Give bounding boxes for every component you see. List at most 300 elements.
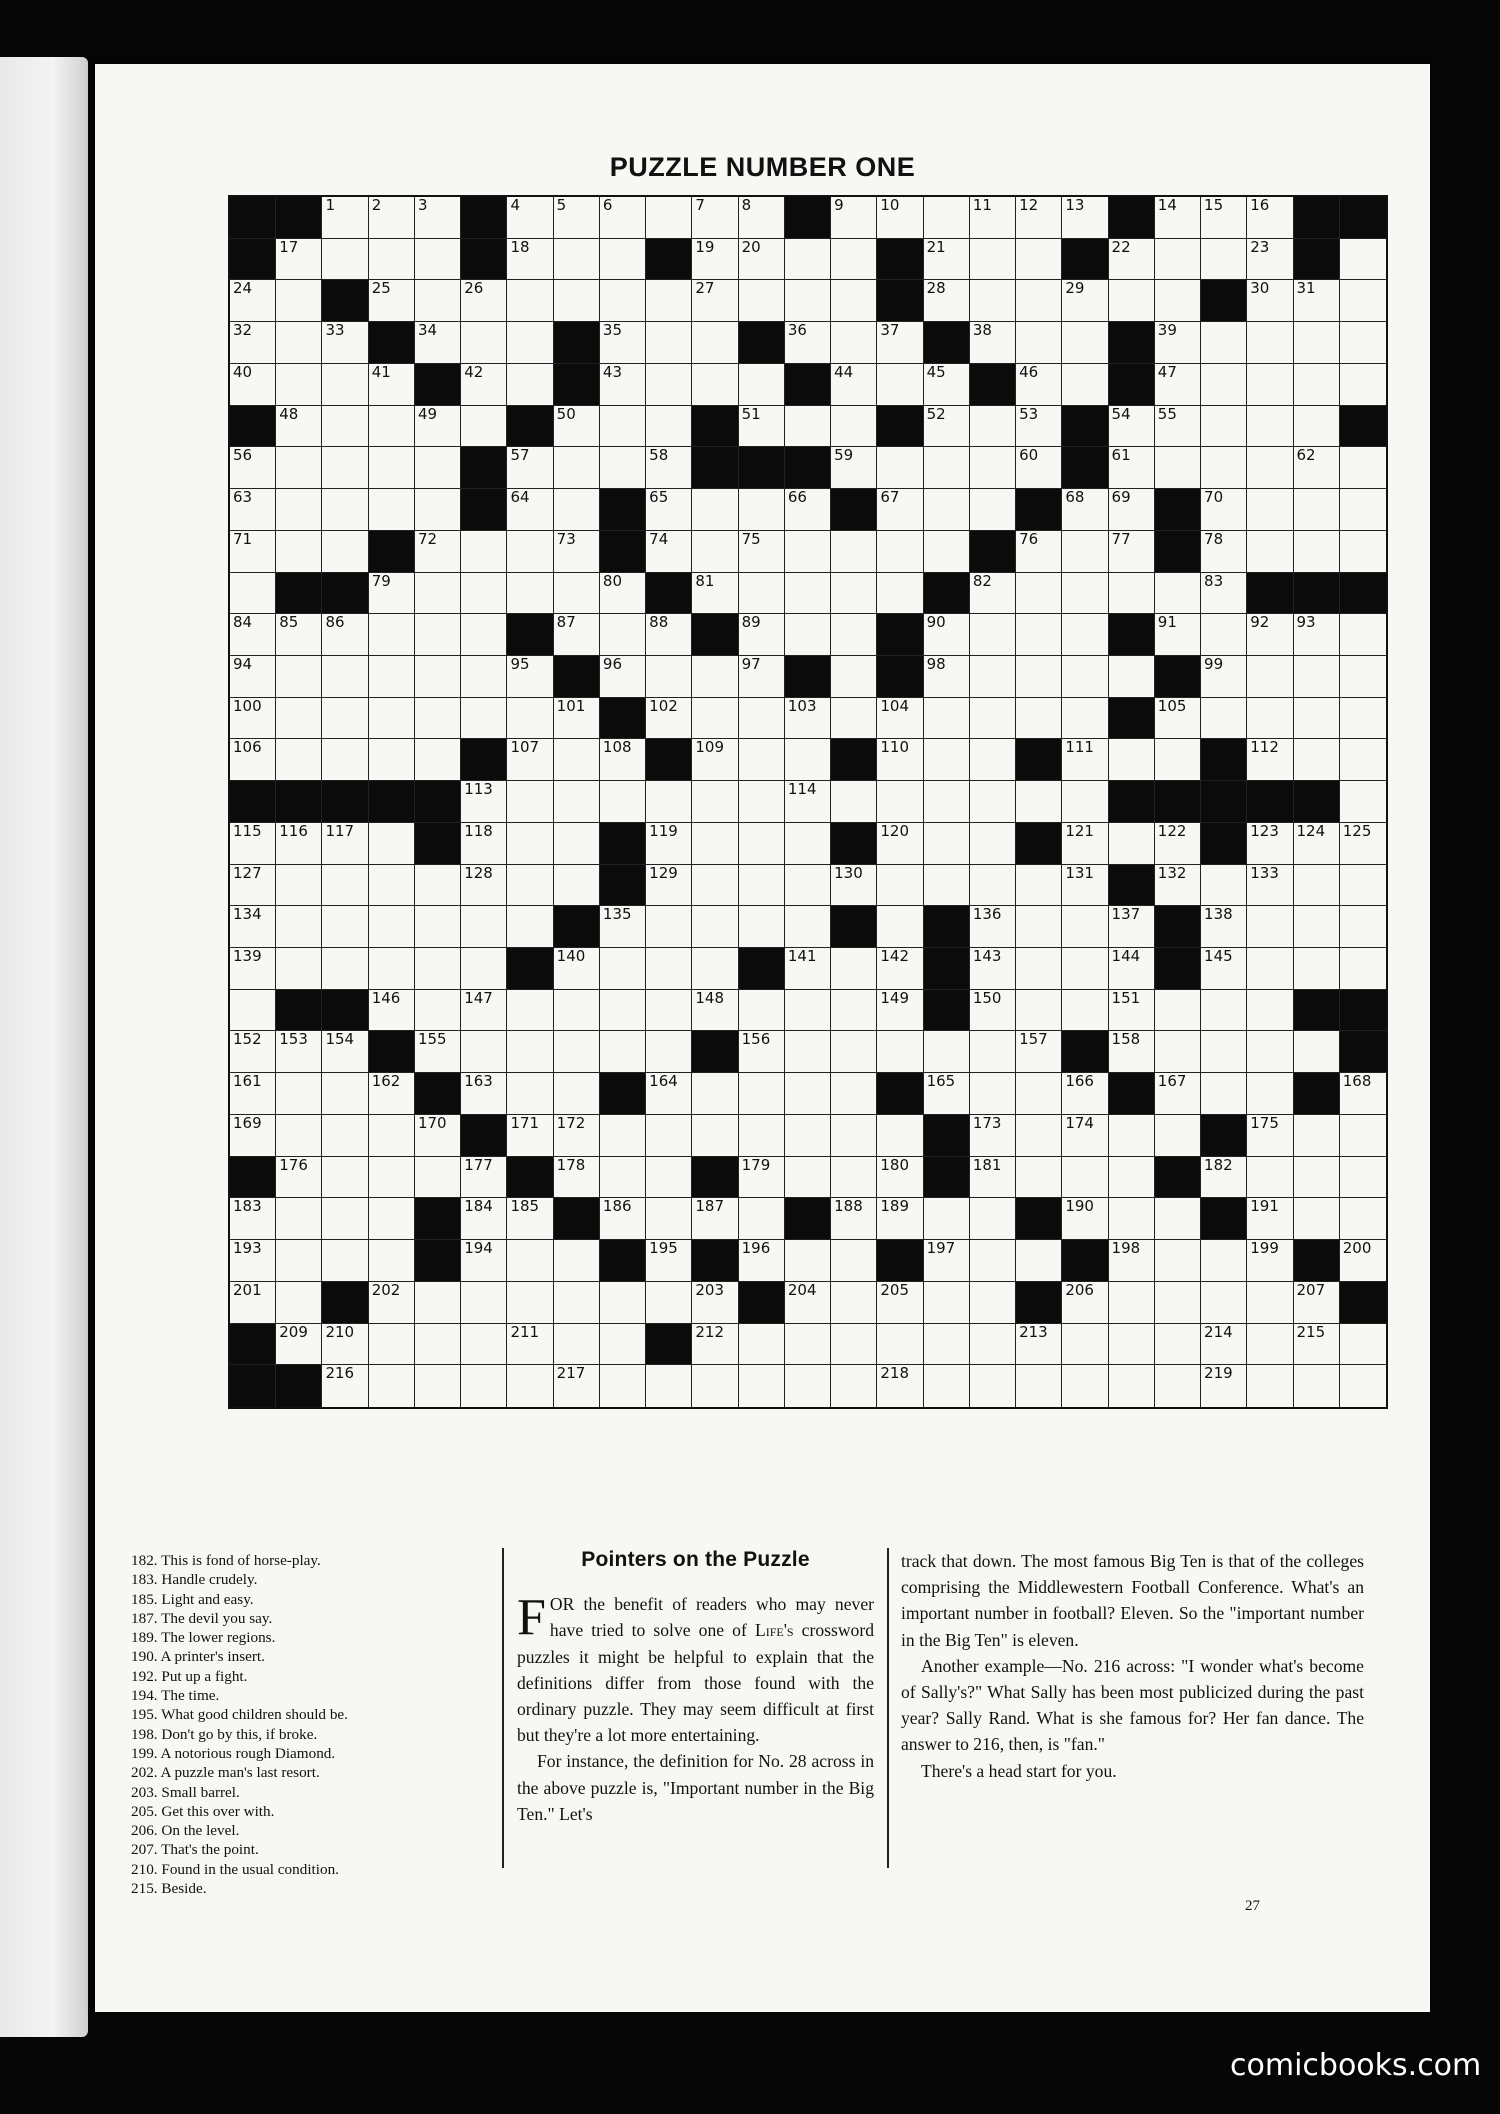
grid-square[interactable] (924, 614, 970, 656)
grid-square[interactable] (1340, 1240, 1386, 1282)
grid-square[interactable] (1294, 1031, 1340, 1073)
grid-square[interactable] (600, 406, 646, 448)
grid-square[interactable] (415, 489, 461, 531)
grid-square[interactable] (1294, 1324, 1340, 1366)
grid-square[interactable] (554, 1073, 600, 1115)
grid-square[interactable] (877, 1282, 923, 1324)
grid-square[interactable] (692, 1198, 738, 1240)
grid-square[interactable] (415, 531, 461, 573)
grid-square[interactable] (924, 1240, 970, 1282)
grid-square[interactable] (554, 865, 600, 907)
grid-square[interactable] (692, 364, 738, 406)
grid-square[interactable] (924, 406, 970, 448)
grid-square[interactable] (369, 698, 415, 740)
grid-square[interactable] (461, 364, 507, 406)
grid-square[interactable] (739, 280, 785, 322)
grid-square[interactable] (322, 1115, 368, 1157)
grid-square[interactable] (1016, 865, 1062, 907)
grid-square[interactable] (1062, 906, 1108, 948)
grid-square[interactable] (1062, 948, 1108, 990)
grid-square[interactable] (739, 1198, 785, 1240)
grid-square[interactable] (1109, 1157, 1155, 1199)
grid-square[interactable] (924, 1031, 970, 1073)
grid-square[interactable] (554, 698, 600, 740)
grid-square[interactable] (877, 322, 923, 364)
grid-square[interactable] (415, 1282, 461, 1324)
grid-square[interactable] (1247, 364, 1293, 406)
grid-square[interactable] (877, 1157, 923, 1199)
grid-square[interactable] (1062, 781, 1108, 823)
grid-square[interactable] (1016, 906, 1062, 948)
grid-square[interactable] (369, 948, 415, 990)
grid-square[interactable] (924, 1198, 970, 1240)
grid-square[interactable] (276, 239, 322, 281)
grid-square[interactable] (1340, 614, 1386, 656)
grid-square[interactable] (322, 1157, 368, 1199)
grid-square[interactable] (461, 531, 507, 573)
grid-square[interactable] (1247, 823, 1293, 865)
grid-square[interactable] (369, 990, 415, 1032)
grid-square[interactable] (692, 948, 738, 990)
grid-square[interactable] (1155, 1365, 1201, 1407)
grid-square[interactable] (322, 406, 368, 448)
grid-square[interactable] (1247, 948, 1293, 990)
grid-square[interactable] (322, 322, 368, 364)
grid-square[interactable] (692, 906, 738, 948)
grid-square[interactable] (877, 990, 923, 1032)
grid-square[interactable] (1062, 322, 1108, 364)
grid-square[interactable] (1155, 406, 1201, 448)
grid-square[interactable] (692, 322, 738, 364)
grid-square[interactable] (230, 739, 276, 781)
grid-square[interactable] (276, 614, 322, 656)
grid-square[interactable] (831, 364, 877, 406)
grid-square[interactable] (369, 739, 415, 781)
grid-square[interactable] (646, 1157, 692, 1199)
grid-square[interactable] (877, 364, 923, 406)
grid-square[interactable] (1201, 406, 1247, 448)
grid-square[interactable] (507, 322, 553, 364)
grid-square[interactable] (646, 614, 692, 656)
grid-square[interactable] (739, 1324, 785, 1366)
grid-square[interactable] (1294, 614, 1340, 656)
grid-square[interactable] (554, 197, 600, 239)
grid-square[interactable] (1201, 656, 1247, 698)
grid-square[interactable] (1155, 573, 1201, 615)
grid-square[interactable] (507, 1073, 553, 1115)
grid-square[interactable] (1247, 406, 1293, 448)
grid-square[interactable] (1109, 823, 1155, 865)
grid-square[interactable] (507, 1324, 553, 1366)
grid-square[interactable] (785, 781, 831, 823)
grid-square[interactable] (1201, 489, 1247, 531)
grid-square[interactable] (322, 364, 368, 406)
grid-square[interactable] (1340, 364, 1386, 406)
grid-square[interactable] (739, 656, 785, 698)
grid-square[interactable] (1294, 1198, 1340, 1240)
grid-square[interactable] (970, 239, 1016, 281)
grid-square[interactable] (739, 364, 785, 406)
grid-square[interactable] (1340, 823, 1386, 865)
grid-square[interactable] (646, 1073, 692, 1115)
grid-square[interactable] (507, 906, 553, 948)
grid-square[interactable] (1062, 1365, 1108, 1407)
grid-square[interactable] (322, 1073, 368, 1115)
grid-square[interactable] (1340, 781, 1386, 823)
grid-square[interactable] (739, 1157, 785, 1199)
grid-square[interactable] (1294, 1282, 1340, 1324)
grid-square[interactable] (924, 1073, 970, 1115)
grid-square[interactable] (877, 865, 923, 907)
grid-square[interactable] (1016, 364, 1062, 406)
grid-square[interactable] (877, 739, 923, 781)
grid-square[interactable] (785, 990, 831, 1032)
grid-square[interactable] (1340, 1365, 1386, 1407)
grid-square[interactable] (785, 1115, 831, 1157)
grid-square[interactable] (1016, 990, 1062, 1032)
grid-square[interactable] (276, 447, 322, 489)
grid-square[interactable] (970, 1073, 1016, 1115)
grid-square[interactable] (924, 823, 970, 865)
grid-square[interactable] (369, 197, 415, 239)
grid-square[interactable] (1247, 614, 1293, 656)
grid-square[interactable] (461, 1073, 507, 1115)
grid-square[interactable] (1109, 1115, 1155, 1157)
grid-square[interactable] (322, 1324, 368, 1366)
grid-square[interactable] (924, 781, 970, 823)
grid-square[interactable] (369, 280, 415, 322)
grid-square[interactable] (369, 614, 415, 656)
grid-square[interactable] (415, 280, 461, 322)
grid-square[interactable] (1109, 1031, 1155, 1073)
grid-square[interactable] (1155, 322, 1201, 364)
grid-square[interactable] (924, 865, 970, 907)
grid-square[interactable] (415, 906, 461, 948)
grid-square[interactable] (369, 406, 415, 448)
grid-square[interactable] (507, 489, 553, 531)
grid-square[interactable] (739, 1031, 785, 1073)
grid-square[interactable] (507, 1198, 553, 1240)
grid-square[interactable] (1340, 322, 1386, 364)
grid-square[interactable] (1247, 698, 1293, 740)
grid-square[interactable] (1016, 781, 1062, 823)
grid-square[interactable] (1016, 573, 1062, 615)
grid-square[interactable] (739, 239, 785, 281)
grid-square[interactable] (415, 1365, 461, 1407)
grid-square[interactable] (1109, 1198, 1155, 1240)
grid-square[interactable] (554, 1365, 600, 1407)
grid-square[interactable] (1201, 1157, 1247, 1199)
grid-square[interactable] (369, 1115, 415, 1157)
grid-square[interactable] (924, 698, 970, 740)
grid-square[interactable] (461, 990, 507, 1032)
grid-square[interactable] (1247, 1157, 1293, 1199)
grid-square[interactable] (276, 364, 322, 406)
grid-square[interactable] (230, 1240, 276, 1282)
grid-square[interactable] (831, 531, 877, 573)
grid-square[interactable] (970, 1240, 1016, 1282)
grid-square[interactable] (230, 656, 276, 698)
grid-square[interactable] (415, 865, 461, 907)
grid-square[interactable] (831, 1073, 877, 1115)
grid-square[interactable] (415, 656, 461, 698)
grid-square[interactable] (739, 1365, 785, 1407)
grid-square[interactable] (877, 1365, 923, 1407)
grid-square[interactable] (230, 1198, 276, 1240)
grid-square[interactable] (507, 865, 553, 907)
grid-square[interactable] (1247, 1115, 1293, 1157)
grid-square[interactable] (1247, 865, 1293, 907)
grid-square[interactable] (646, 865, 692, 907)
grid-square[interactable] (970, 197, 1016, 239)
grid-square[interactable] (322, 698, 368, 740)
grid-square[interactable] (1062, 739, 1108, 781)
grid-square[interactable] (924, 280, 970, 322)
grid-square[interactable] (1109, 906, 1155, 948)
grid-square[interactable] (831, 239, 877, 281)
grid-square[interactable] (600, 656, 646, 698)
grid-square[interactable] (692, 1324, 738, 1366)
grid-square[interactable] (739, 573, 785, 615)
grid-square[interactable] (507, 1115, 553, 1157)
grid-square[interactable] (1201, 1365, 1247, 1407)
grid-square[interactable] (1155, 239, 1201, 281)
grid-square[interactable] (877, 489, 923, 531)
grid-square[interactable] (276, 1240, 322, 1282)
grid-square[interactable] (369, 447, 415, 489)
grid-square[interactable] (692, 781, 738, 823)
grid-square[interactable] (1247, 990, 1293, 1032)
grid-square[interactable] (1340, 1157, 1386, 1199)
grid-square[interactable] (276, 1198, 322, 1240)
grid-square[interactable] (646, 948, 692, 990)
grid-square[interactable] (739, 614, 785, 656)
grid-square[interactable] (1062, 1115, 1108, 1157)
grid-square[interactable] (831, 1240, 877, 1282)
grid-square[interactable] (1201, 197, 1247, 239)
grid-square[interactable] (1340, 239, 1386, 281)
grid-square[interactable] (600, 781, 646, 823)
grid-square[interactable] (1201, 1031, 1247, 1073)
grid-square[interactable] (600, 906, 646, 948)
grid-square[interactable] (646, 1115, 692, 1157)
grid-square[interactable] (600, 948, 646, 990)
grid-square[interactable] (1247, 197, 1293, 239)
grid-square[interactable] (1062, 865, 1108, 907)
grid-square[interactable] (1294, 906, 1340, 948)
grid-square[interactable] (461, 1031, 507, 1073)
grid-square[interactable] (276, 1282, 322, 1324)
grid-square[interactable] (692, 1073, 738, 1115)
grid-square[interactable] (554, 531, 600, 573)
grid-square[interactable] (1016, 239, 1062, 281)
grid-square[interactable] (230, 906, 276, 948)
grid-square[interactable] (692, 990, 738, 1032)
grid-square[interactable] (1340, 739, 1386, 781)
grid-square[interactable] (924, 531, 970, 573)
grid-square[interactable] (1062, 197, 1108, 239)
grid-square[interactable] (554, 781, 600, 823)
grid-square[interactable] (1294, 406, 1340, 448)
grid-square[interactable] (1062, 1282, 1108, 1324)
grid-square[interactable] (970, 698, 1016, 740)
grid-square[interactable] (1201, 1324, 1247, 1366)
grid-square[interactable] (1294, 1115, 1340, 1157)
grid-square[interactable] (322, 739, 368, 781)
grid-square[interactable] (322, 489, 368, 531)
grid-square[interactable] (461, 656, 507, 698)
grid-square[interactable] (600, 1198, 646, 1240)
grid-square[interactable] (415, 322, 461, 364)
grid-square[interactable] (1340, 1198, 1386, 1240)
grid-square[interactable] (1016, 531, 1062, 573)
grid-square[interactable] (415, 406, 461, 448)
grid-square[interactable] (1247, 1198, 1293, 1240)
grid-square[interactable] (1294, 698, 1340, 740)
grid-square[interactable] (692, 1282, 738, 1324)
grid-square[interactable] (415, 614, 461, 656)
grid-square[interactable] (692, 823, 738, 865)
grid-square[interactable] (1109, 656, 1155, 698)
grid-square[interactable] (970, 322, 1016, 364)
grid-square[interactable] (507, 739, 553, 781)
grid-square[interactable] (276, 280, 322, 322)
grid-square[interactable] (1155, 1073, 1201, 1115)
grid-square[interactable] (230, 948, 276, 990)
grid-square[interactable] (1155, 1240, 1201, 1282)
grid-square[interactable] (1340, 531, 1386, 573)
grid-square[interactable] (1016, 1157, 1062, 1199)
grid-square[interactable] (785, 1282, 831, 1324)
grid-square[interactable] (230, 322, 276, 364)
grid-square[interactable] (970, 1324, 1016, 1366)
grid-square[interactable] (554, 823, 600, 865)
grid-square[interactable] (1109, 489, 1155, 531)
grid-square[interactable] (507, 573, 553, 615)
grid-square[interactable] (646, 489, 692, 531)
grid-square[interactable] (415, 447, 461, 489)
grid-square[interactable] (831, 322, 877, 364)
grid-square[interactable] (1340, 906, 1386, 948)
grid-square[interactable] (831, 781, 877, 823)
grid-square[interactable] (1016, 1365, 1062, 1407)
grid-square[interactable] (230, 1115, 276, 1157)
grid-square[interactable] (554, 1282, 600, 1324)
grid-square[interactable] (692, 656, 738, 698)
grid-square[interactable] (369, 1240, 415, 1282)
grid-square[interactable] (692, 1115, 738, 1157)
grid-square[interactable] (461, 1157, 507, 1199)
grid-square[interactable] (785, 1365, 831, 1407)
grid-square[interactable] (785, 1073, 831, 1115)
grid-square[interactable] (1155, 197, 1201, 239)
grid-square[interactable] (831, 280, 877, 322)
grid-square[interactable] (369, 1073, 415, 1115)
grid-square[interactable] (739, 197, 785, 239)
grid-square[interactable] (415, 990, 461, 1032)
grid-square[interactable] (1062, 1198, 1108, 1240)
grid-square[interactable] (600, 239, 646, 281)
grid-square[interactable] (831, 1198, 877, 1240)
grid-square[interactable] (322, 1198, 368, 1240)
grid-square[interactable] (1294, 447, 1340, 489)
grid-square[interactable] (785, 322, 831, 364)
grid-square[interactable] (507, 364, 553, 406)
grid-square[interactable] (230, 990, 276, 1032)
grid-square[interactable] (646, 1240, 692, 1282)
grid-square[interactable] (1247, 656, 1293, 698)
grid-square[interactable] (1109, 948, 1155, 990)
grid-square[interactable] (461, 698, 507, 740)
grid-square[interactable] (1201, 1240, 1247, 1282)
grid-square[interactable] (322, 1240, 368, 1282)
grid-square[interactable] (646, 906, 692, 948)
grid-square[interactable] (322, 447, 368, 489)
grid-square[interactable] (877, 1031, 923, 1073)
grid-square[interactable] (461, 614, 507, 656)
grid-square[interactable] (1109, 406, 1155, 448)
grid-square[interactable] (1016, 656, 1062, 698)
grid-square[interactable] (1016, 1324, 1062, 1366)
grid-square[interactable] (877, 823, 923, 865)
grid-square[interactable] (1109, 239, 1155, 281)
grid-square[interactable] (1155, 447, 1201, 489)
grid-square[interactable] (1340, 656, 1386, 698)
grid-square[interactable] (692, 489, 738, 531)
grid-square[interactable] (369, 1365, 415, 1407)
grid-square[interactable] (554, 1324, 600, 1366)
grid-square[interactable] (1294, 948, 1340, 990)
grid-square[interactable] (1155, 614, 1201, 656)
grid-square[interactable] (785, 739, 831, 781)
grid-square[interactable] (1201, 1282, 1247, 1324)
grid-square[interactable] (739, 1115, 785, 1157)
grid-square[interactable] (831, 1031, 877, 1073)
grid-square[interactable] (461, 906, 507, 948)
grid-square[interactable] (600, 197, 646, 239)
grid-square[interactable] (739, 531, 785, 573)
grid-square[interactable] (1016, 948, 1062, 990)
grid-square[interactable] (970, 447, 1016, 489)
grid-square[interactable] (276, 406, 322, 448)
grid-square[interactable] (1294, 823, 1340, 865)
grid-square[interactable] (877, 1198, 923, 1240)
grid-square[interactable] (646, 1031, 692, 1073)
grid-square[interactable] (1016, 280, 1062, 322)
grid-square[interactable] (1247, 1365, 1293, 1407)
grid-square[interactable] (970, 823, 1016, 865)
grid-square[interactable] (739, 406, 785, 448)
grid-square[interactable] (600, 364, 646, 406)
grid-square[interactable] (322, 239, 368, 281)
grid-square[interactable] (276, 1115, 322, 1157)
crossword-grid[interactable] (228, 195, 1388, 1409)
grid-square[interactable] (1340, 447, 1386, 489)
grid-square[interactable] (554, 280, 600, 322)
grid-square[interactable] (1201, 698, 1247, 740)
grid-square[interactable] (785, 614, 831, 656)
grid-square[interactable] (646, 322, 692, 364)
grid-square[interactable] (507, 990, 553, 1032)
grid-square[interactable] (877, 698, 923, 740)
grid-square[interactable] (646, 1198, 692, 1240)
grid-square[interactable] (831, 948, 877, 990)
grid-square[interactable] (1247, 447, 1293, 489)
grid-square[interactable] (369, 823, 415, 865)
grid-square[interactable] (739, 739, 785, 781)
grid-square[interactable] (877, 781, 923, 823)
grid-square[interactable] (1247, 239, 1293, 281)
